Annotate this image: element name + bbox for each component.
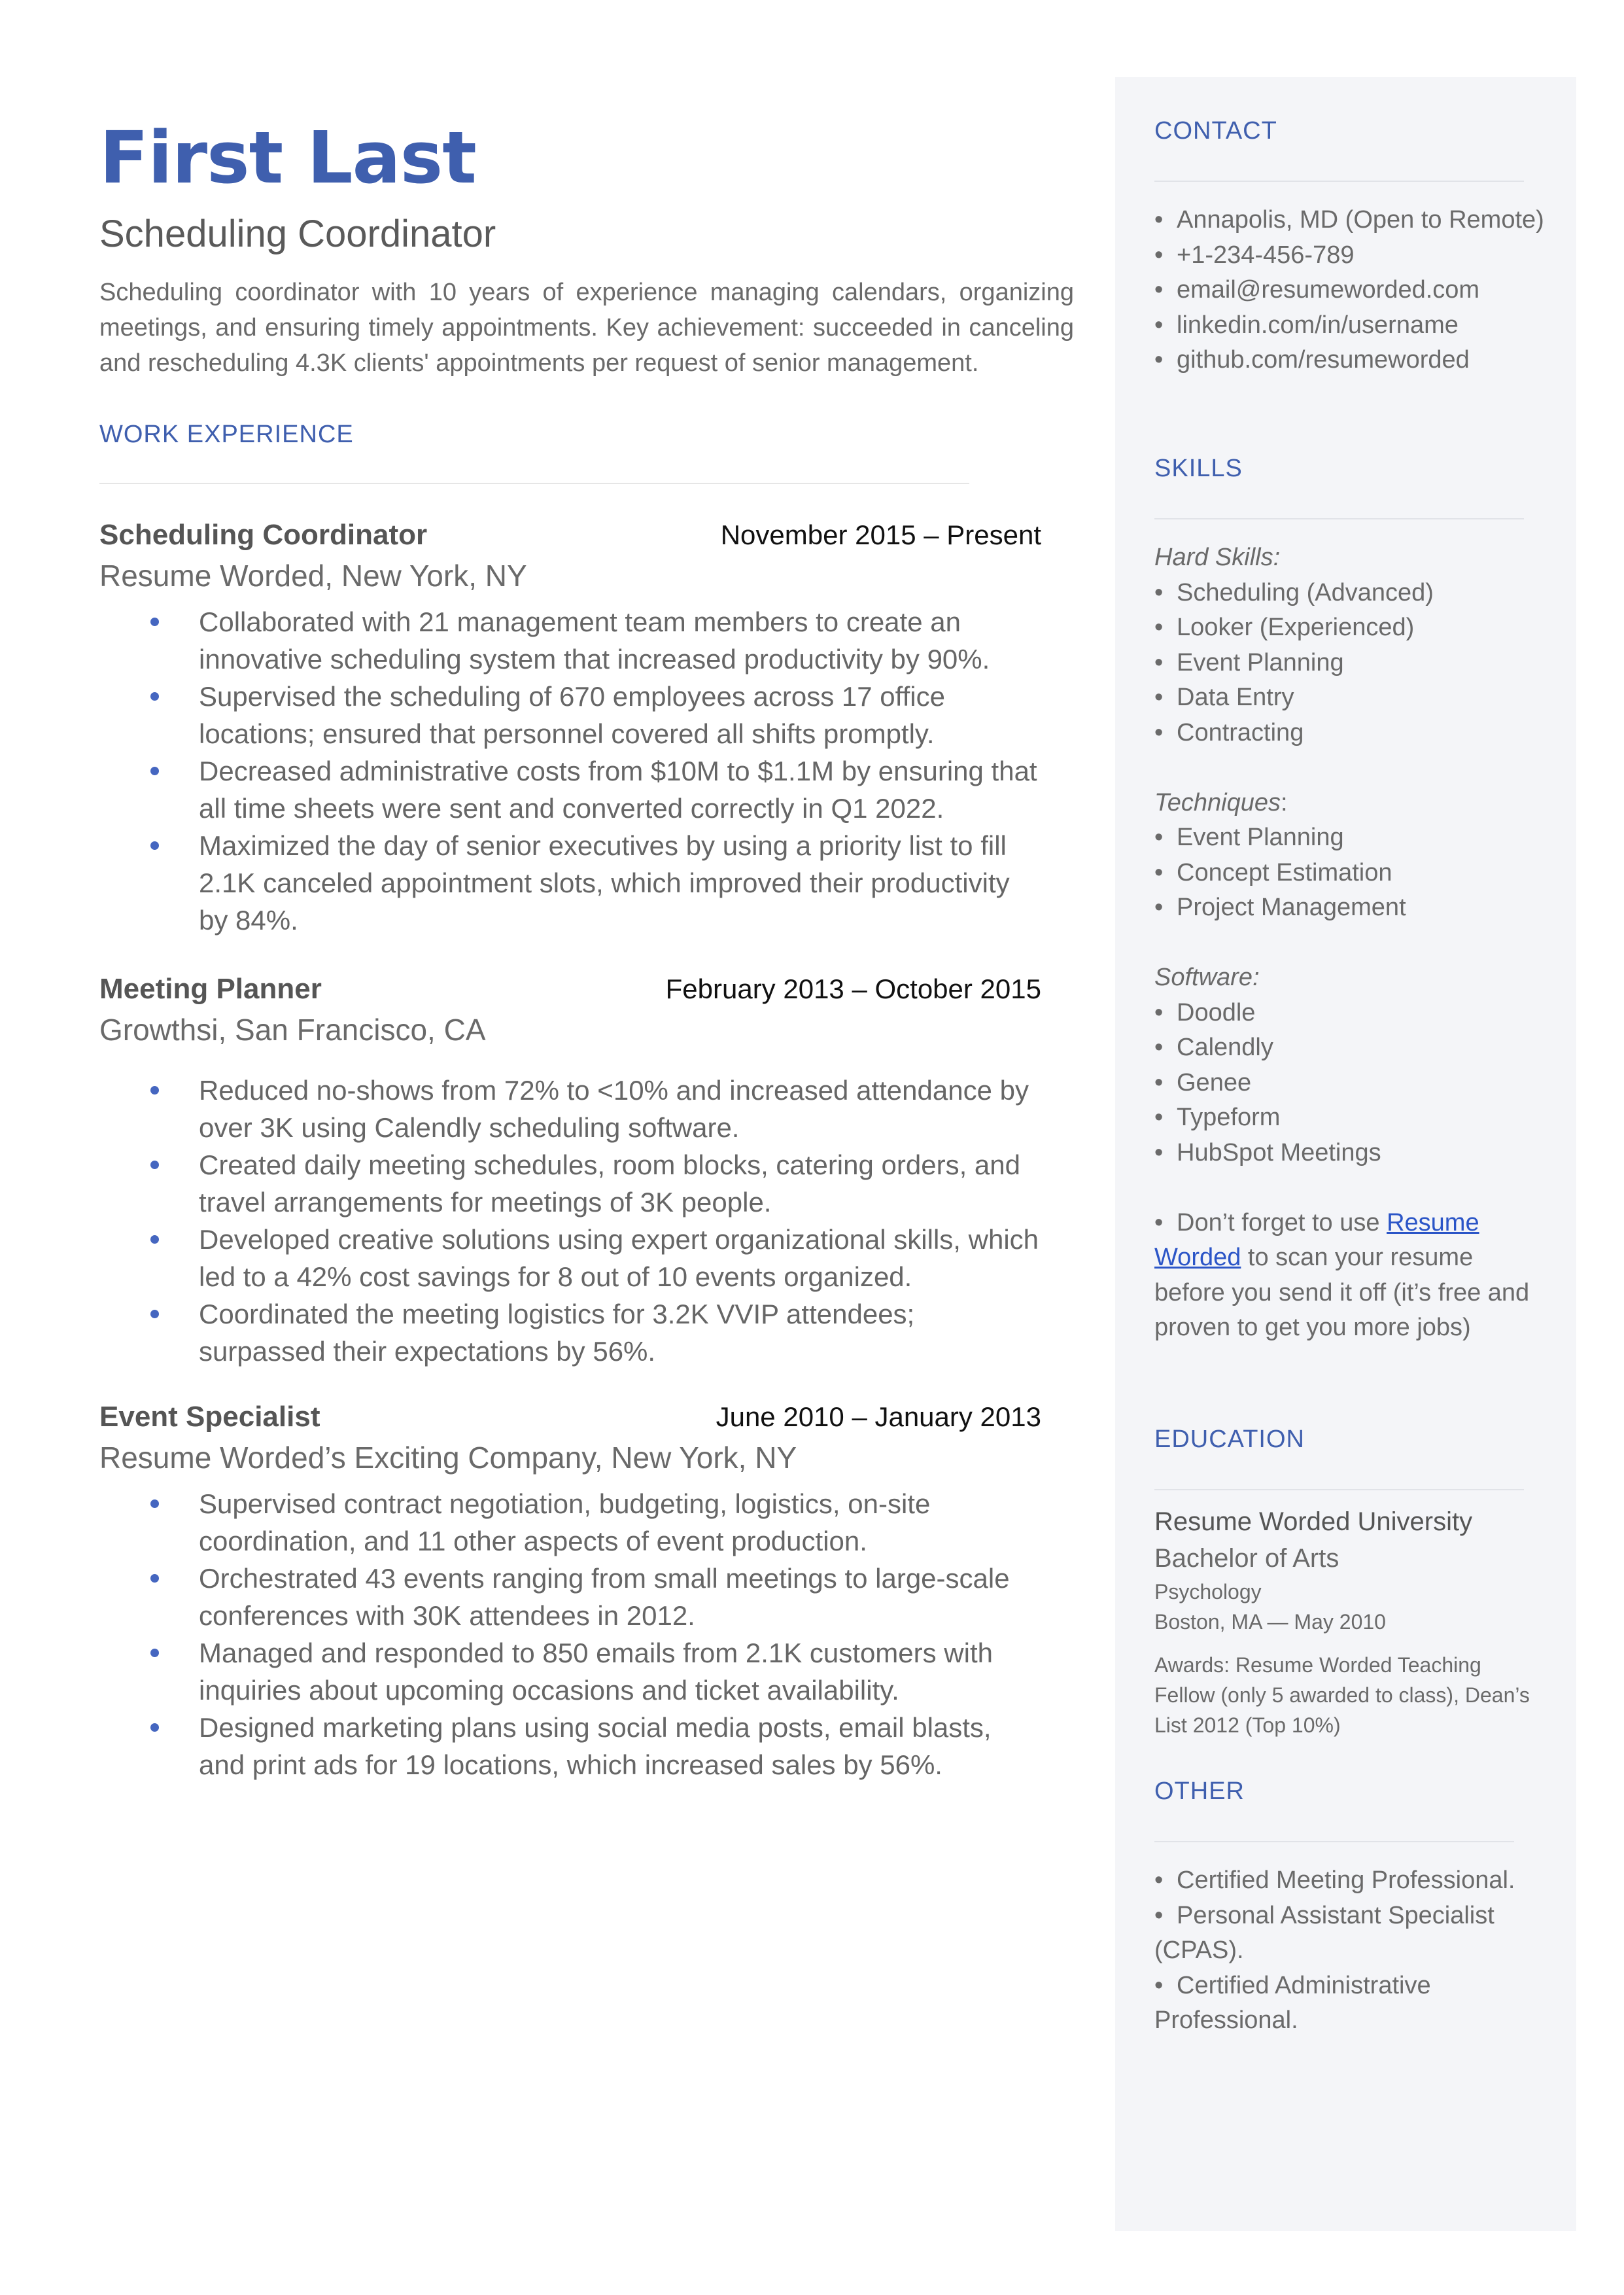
list-item: • Data Entry [1154,684,1294,711]
contact-email: • email@resumeworded.com [1154,276,1480,304]
job-entry [99,1397,1041,1783]
skills-list [1154,540,1547,1346]
section-divider [1154,181,1524,182]
job-title: Meeting Planner [99,973,322,1005]
resume-worded-note: • Don’t forget to use Resume Worded to scan your resume before you send it off (it’s free and proven to get you more jobs) [1154,1208,1530,1341]
list-item: • Calendly [1154,1034,1273,1061]
other-heading: OTHER [1154,1778,1245,1805]
section-divider [1154,518,1524,519]
list-item: Designed marketing plans using social media posts, email blasts, and print ads for 19 locations, which increased sales by 56%. [99,1709,1043,1783]
job-title: Event Specialist [99,1401,320,1433]
job-dates: November 2015 – Present [720,519,1041,550]
education-heading: EDUCATION [1154,1426,1305,1453]
list-item: • Contracting [1154,718,1304,746]
list-item: Decreased administrative costs from $10M to $1.1M by ensuring that all time sheets were sent and converted correctly in Q1 2022. [99,752,1043,827]
list-item: Collaborated with 21 management team members to create an innovative scheduling system that increased productivity by 90%. [99,603,1043,678]
software-label: Software: [1154,964,1260,991]
job-entry [99,970,1041,1370]
candidate-role: Scheduling Coordinator [99,213,496,255]
contact-github: • github.com/resumeworded [1154,346,1470,374]
section-divider [1154,1841,1514,1842]
bullet-icon [150,767,159,775]
skills-heading: SKILLS [1154,455,1243,482]
spacer [1154,926,1547,961]
summary: Scheduling coordinator with 10 years of experience managing calendars, organizing meetings, and ensuring timely appointments. Key achievement: succeeded in canceling and rescheduling 4.3K clients' appointments per request of senior management. [99,279,1074,377]
spacer [1154,750,1547,786]
education-block [1154,1503,1547,1740]
bullet-icon [150,1499,159,1508]
section-divider [99,483,969,484]
list-item: Supervised contract negotiation, budgeting, logistics, on-site coordination, and 11 other aspects of event production. [99,1485,1043,1560]
list-item: Reduced no-shows from 72% to <10% and increased attendance by over 3K using Calendly scheduling software. [99,1072,1043,1146]
list-item: • Certified Administrative Professional. [1154,1971,1431,2034]
bullet-icon [150,1161,159,1169]
education-degree: Bachelor of Arts [1154,1544,1339,1573]
job-company: Resume Worded’s Exciting Company, New York, NY [99,1441,797,1475]
job-header [99,970,1041,1009]
education-school: Resume Worded University [1154,1507,1473,1536]
contact-heading: CONTACT [1154,117,1277,145]
job-entry [99,516,1041,939]
other-list [1154,1863,1521,2039]
job-bullets [99,1072,1041,1370]
list-item: Orchestrated 43 events ranging from small meetings to large-scale conferences with 30K attendees in 2012. [99,1560,1043,1634]
job-dates: February 2013 – October 2015 [665,973,1041,1004]
contact-linkedin: • linkedin.com/in/username [1154,311,1459,339]
bullet-icon [150,1235,159,1244]
bullet-icon [150,1310,159,1318]
hard-skills-label: Hard Skills: [1154,544,1281,571]
education-awards: Awards: Resume Worded Teaching Fellow (only 5 awarded to class), Dean’s List 2012 (Top 10%) [1154,1653,1530,1737]
sidebar [1115,77,1576,2231]
bullet-icon [150,1574,159,1583]
bullet-icon [150,618,159,626]
list-item: • Event Planning [1154,824,1344,851]
job-title: Scheduling Coordinator [99,519,428,551]
list-item: Created daily meeting schedules, room blocks, catering orders, and travel arrangements for meetings of 3K people. [99,1146,1043,1221]
bullet-icon [150,1723,159,1732]
bullet-icon [150,692,159,701]
section-divider [1154,1489,1524,1490]
contact-list [1154,203,1547,378]
bullet-icon [150,1086,159,1095]
work-experience-heading: WORK EXPERIENCE [99,421,354,448]
resume-worded-link[interactable]: Resume Worded [1154,1208,1479,1271]
job-bullets [99,1485,1041,1783]
job-header [99,1397,1041,1437]
job-company: Resume Worded, New York, NY [99,559,527,593]
list-item: • Certified Meeting Professional. [1154,1866,1515,1894]
list-item: Developed creative solutions using expert organizational skills, which led to a 42% cost savings for 8 out of 10 events organized. [99,1221,1043,1295]
contact-location: • Annapolis, MD (Open to Remote) [1154,206,1544,234]
list-item: • Personal Assistant Specialist (CPAS). [1154,1901,1494,1964]
job-company: Growthsi, San Francisco, CA [99,1013,486,1047]
education-location-date: Boston, MA — May 2010 [1154,1610,1386,1634]
list-item: • Looker (Experienced) [1154,614,1415,641]
list-item: Maximized the day of senior executives by using a priority list to fill 2.1K canceled appointment slots, which improved their productivity by 84%. [99,827,1043,939]
list-item: • Genee [1154,1068,1252,1096]
list-item: Coordinated the meeting logistics for 3.2K VVIP attendees; surpassed their expectations by 56%. [99,1295,1043,1370]
list-item: Managed and responded to 850 emails from 2.1K customers with inquiries about upcoming occasions and ticket availability. [99,1634,1043,1709]
list-item: • Scheduling (Advanced) [1154,578,1434,606]
techniques-label: Techniques: [1154,788,1288,816]
education-field: Psychology [1154,1580,1262,1603]
list-item: • HubSpot Meetings [1154,1138,1381,1166]
list-item: • Doodle [1154,998,1256,1026]
job-dates: June 2010 – January 2013 [716,1401,1041,1432]
bullet-icon [150,841,159,850]
list-item: • Event Planning [1154,648,1344,676]
job-header [99,516,1041,555]
list-item: • Project Management [1154,894,1406,921]
list-item: Supervised the scheduling of 670 employees across 17 office locations; ensured that personnel covered all shifts promptly. [99,678,1043,752]
job-bullets [99,603,1041,939]
list-item: • Concept Estimation [1154,858,1392,886]
spacer [1154,1170,1547,1206]
list-item: • Typeform [1154,1104,1281,1131]
bullet-icon [150,1649,159,1657]
candidate-name: First Last [99,116,476,200]
contact-phone: • +1-234-456-789 [1154,241,1355,269]
